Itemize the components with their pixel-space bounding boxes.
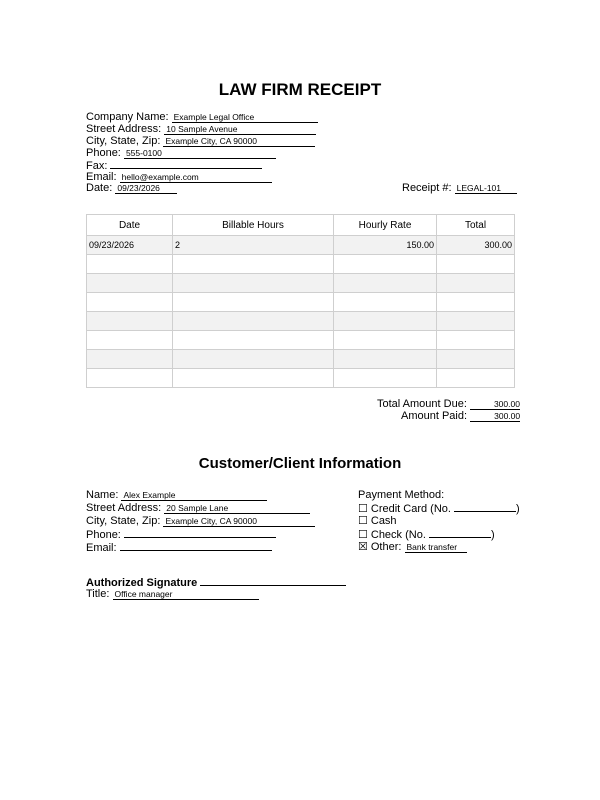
client-street-field[interactable]: 20 Sample Lane: [164, 503, 310, 514]
receipt-number-row: [402, 182, 517, 194]
other-payment-field[interactable]: Bank transfer: [405, 542, 467, 553]
billing-table: [86, 214, 515, 388]
check-close: ): [490, 529, 495, 541]
cell-hours[interactable]: 2: [173, 236, 334, 255]
cell-hours[interactable]: [173, 331, 334, 350]
signature-field[interactable]: [200, 576, 346, 586]
cell-total[interactable]: 300.00: [437, 236, 515, 255]
payment-other-row: [358, 541, 467, 553]
column-header-hourly-rate: Hourly Rate: [334, 215, 437, 236]
cell-date[interactable]: [87, 312, 173, 331]
company-email-field[interactable]: hello@example.com: [120, 172, 272, 183]
company-phone-label: Phone:: [86, 147, 121, 159]
table-row: [87, 350, 515, 369]
client-street-row: [86, 502, 310, 514]
cell-date[interactable]: [87, 331, 173, 350]
cell-rate[interactable]: [334, 274, 437, 293]
total-due-label: Total Amount Due:: [377, 398, 467, 410]
cell-date[interactable]: 09/23/2026: [87, 236, 173, 255]
signer-title-label: Title:: [86, 588, 110, 600]
company-phone-field[interactable]: 555-0100: [124, 148, 276, 159]
cell-total[interactable]: [437, 350, 515, 369]
cell-date[interactable]: [87, 274, 173, 293]
credit-card-checkbox[interactable]: ☐: [358, 503, 368, 515]
company-street-field[interactable]: 10 Sample Avenue: [164, 124, 316, 135]
cell-rate[interactable]: [334, 312, 437, 331]
cell-hours[interactable]: [173, 255, 334, 274]
signer-title-row: [86, 588, 259, 600]
other-label: Other:: [370, 541, 402, 553]
table-row: [87, 312, 515, 331]
check-label: Check (No.: [370, 529, 426, 541]
company-city-label: City, State, Zip:: [86, 135, 161, 147]
receipt-date-field[interactable]: 09/23/2026: [115, 183, 177, 194]
table-row: [87, 293, 515, 312]
cell-total[interactable]: [437, 274, 515, 293]
company-city-field[interactable]: Example City, CA 90000: [163, 136, 315, 147]
cell-total[interactable]: [437, 255, 515, 274]
cell-date[interactable]: [87, 293, 173, 312]
cell-rate[interactable]: [334, 293, 437, 312]
company-city-row: [86, 135, 315, 147]
signature-label: Authorized Signature: [86, 577, 198, 589]
amount-paid-row: [401, 410, 520, 422]
table-row: [87, 369, 515, 388]
table-row: [87, 236, 515, 255]
client-name-label: Name:: [86, 489, 119, 501]
client-phone-row: [86, 528, 276, 541]
client-city-row: [86, 515, 315, 527]
receipt-number-field[interactable]: LEGAL-101: [455, 183, 517, 194]
client-name-row: [86, 489, 267, 501]
company-street-row: [86, 123, 316, 135]
client-name-field[interactable]: Alex Example: [121, 490, 267, 501]
receipt-number-label: Receipt #:: [402, 182, 452, 194]
column-header-billable-hours: Billable Hours: [173, 215, 334, 236]
receipt-title: LAW FIRM RECEIPT: [218, 80, 382, 99]
cash-label: Cash: [370, 515, 397, 527]
client-phone-field[interactable]: [124, 528, 276, 538]
cell-hours[interactable]: [173, 369, 334, 388]
other-checkbox[interactable]: ☒: [358, 541, 368, 553]
credit-card-label: Credit Card (No.: [370, 503, 451, 515]
client-street-label: Street Address:: [86, 502, 162, 514]
cell-date[interactable]: [87, 255, 173, 274]
column-header-total: Total: [437, 215, 515, 236]
cell-date[interactable]: [87, 350, 173, 369]
signer-title-field[interactable]: Office manager: [113, 589, 259, 600]
client-phone-label: Phone:: [86, 529, 121, 541]
cell-hours[interactable]: [173, 274, 334, 293]
company-email-label: Email:: [86, 171, 117, 183]
receipt-date-row: [86, 182, 177, 194]
company-name-field[interactable]: Example Legal Office: [172, 112, 318, 123]
cell-date[interactable]: [87, 369, 173, 388]
company-name-label: Company Name:: [86, 111, 169, 123]
client-city-field[interactable]: Example City, CA 90000: [163, 516, 315, 527]
cash-checkbox[interactable]: ☐: [358, 515, 368, 527]
company-phone-row: [86, 147, 276, 159]
cell-rate[interactable]: [334, 255, 437, 274]
cell-rate[interactable]: [334, 369, 437, 388]
cell-total[interactable]: [437, 331, 515, 350]
table-row: [87, 255, 515, 274]
amount-paid-field[interactable]: 300.00: [470, 411, 520, 422]
cell-hours[interactable]: [173, 350, 334, 369]
payment-check-row: [358, 528, 495, 541]
cell-total[interactable]: [437, 293, 515, 312]
payment-method-label: Payment Method:: [358, 489, 445, 501]
column-header-date: Date: [87, 215, 173, 236]
amount-paid-label: Amount Paid:: [401, 410, 468, 422]
total-due-field[interactable]: 300.00: [470, 399, 520, 410]
credit-card-close: ): [516, 503, 520, 515]
table-row: [87, 274, 515, 293]
client-email-field[interactable]: [120, 541, 272, 551]
client-email-label: Email:: [86, 542, 117, 554]
cell-total[interactable]: [437, 369, 515, 388]
company-fax-field[interactable]: [110, 159, 262, 169]
client-email-row: [86, 541, 272, 554]
payment-cash-row: [358, 515, 397, 527]
company-fax-label: Fax:: [86, 160, 108, 172]
cell-rate[interactable]: [334, 350, 437, 369]
company-name-row: [86, 111, 318, 123]
cell-hours[interactable]: [173, 312, 334, 331]
cell-rate[interactable]: 150.00: [334, 236, 437, 255]
credit-card-number-field[interactable]: [454, 502, 516, 512]
table-header-row: [87, 215, 515, 236]
check-checkbox[interactable]: ☐: [358, 529, 368, 541]
cell-total[interactable]: [437, 312, 515, 331]
client-section-title: Customer/Client Information: [198, 455, 402, 472]
table-row: [87, 331, 515, 350]
total-due-row: [377, 398, 520, 410]
cell-hours[interactable]: [173, 293, 334, 312]
client-city-label: City, State, Zip:: [86, 515, 161, 527]
company-street-label: Street Address:: [86, 123, 162, 135]
check-number-field[interactable]: [429, 528, 491, 538]
payment-credit-row: [358, 502, 520, 515]
cell-rate[interactable]: [334, 331, 437, 350]
receipt-date-label: Date:: [86, 182, 113, 194]
